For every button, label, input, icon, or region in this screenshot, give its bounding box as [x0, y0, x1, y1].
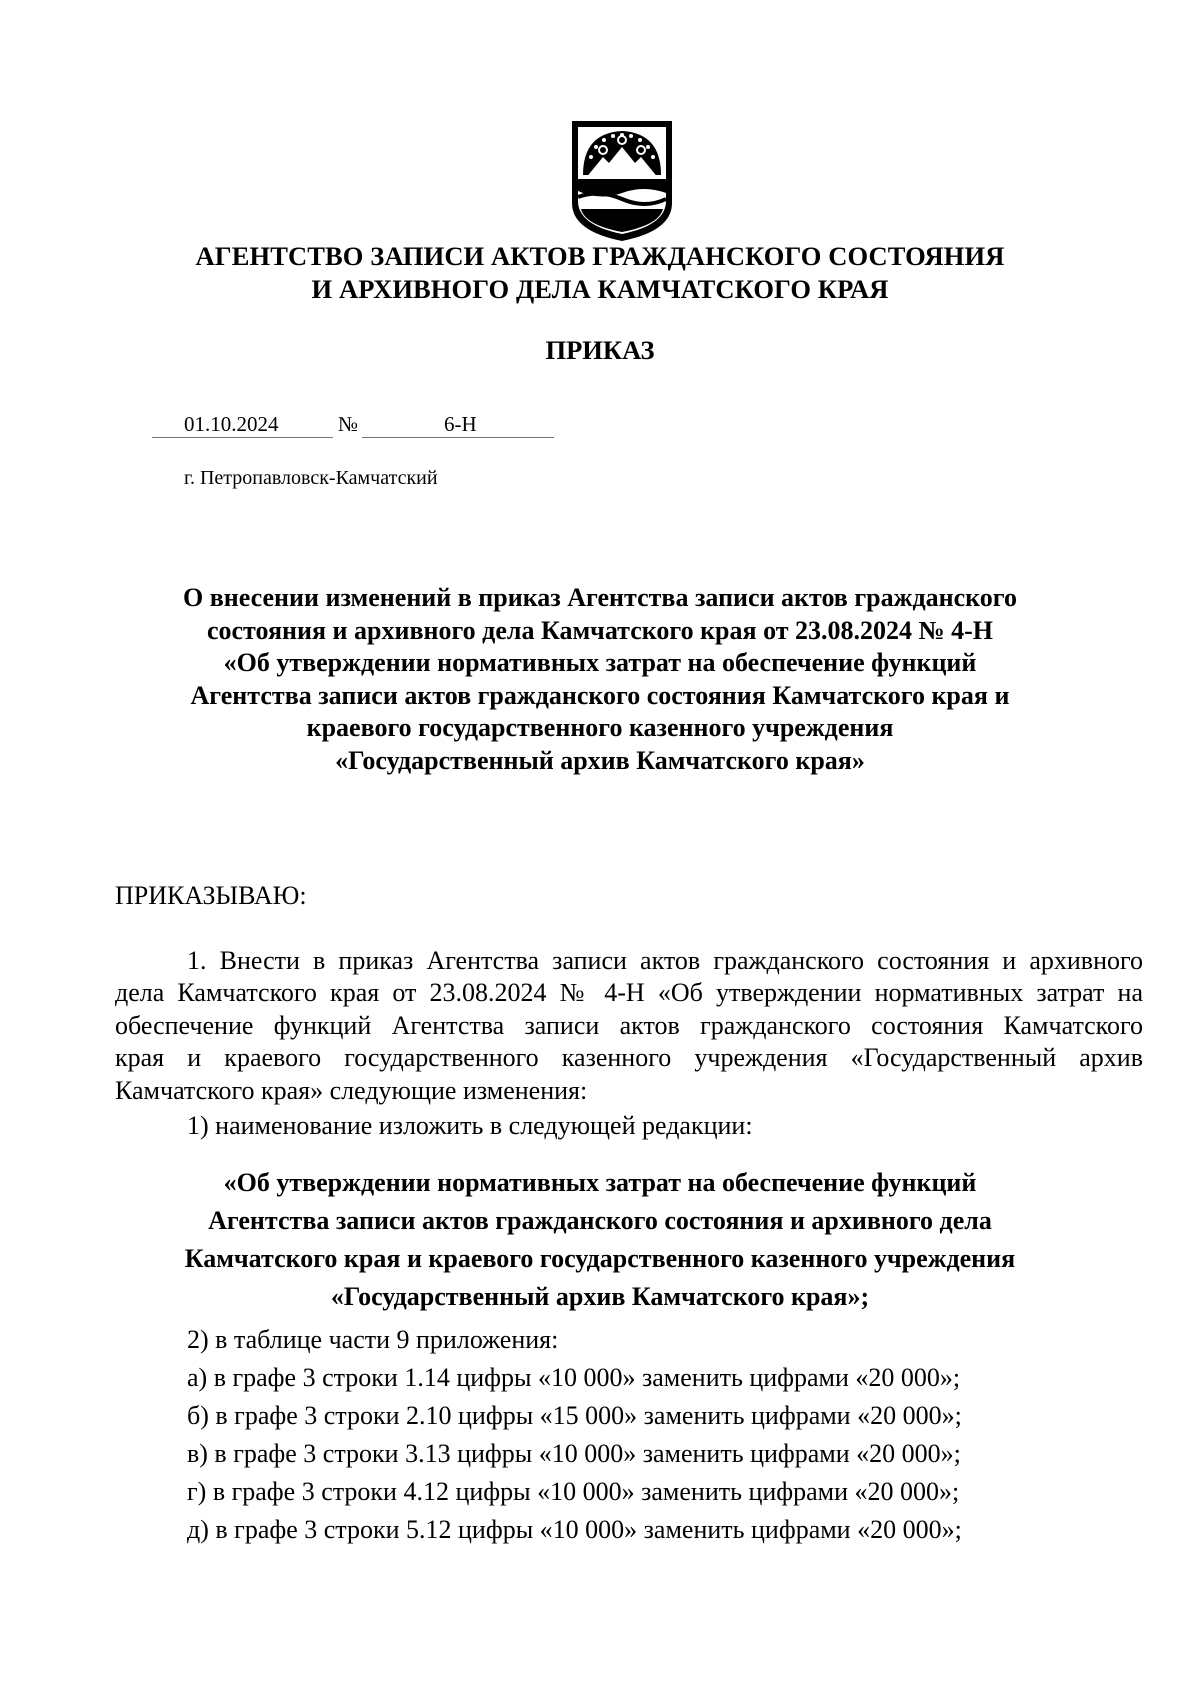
- order-word: ПРИКАЗЫВАЮ:: [115, 881, 307, 910]
- new-title-line: Агентства записи актов гражданского состояния и архивного дела: [208, 1206, 992, 1235]
- sub-item-b: б) в графе 3 строки 2.10 цифры «15 000» заменить цифрами «20 000»;: [187, 1401, 962, 1430]
- sub-item-v: в) в графе 3 строки 3.13 цифры «10 000» заменить цифрами «20 000»;: [187, 1439, 961, 1468]
- subject-line: состояния и архивного дела Камчатского края от 23.08.2024 № 4-Н: [206, 615, 994, 645]
- order-date: 01.10.2024: [184, 412, 279, 436]
- agency-name-line-2: И АРХИВНОГО ДЕЛА КАМЧАТСКОГО КРАЯ: [311, 274, 889, 304]
- sub-item-g: г) в графе 3 строки 4.12 цифры «10 000» заменить цифрами «20 000»;: [187, 1477, 960, 1506]
- new-title-line: Камчатского края и краевого государственного казенного учреждения: [184, 1244, 1016, 1273]
- document-type: ПРИКАЗ: [545, 335, 655, 365]
- city-name: г. Петропавловск-Камчатский: [184, 467, 438, 489]
- sub-item-a: а) в графе 3 строки 1.14 цифры «10 000» заменить цифрами «20 000»;: [187, 1363, 961, 1392]
- subject-line: краевого государственного казенного учреждения: [306, 713, 894, 742]
- paragraph-1: [115, 945, 1143, 1107]
- paragraph-1-line: края и краевого государственного казенного учреждения «Государственный архив: [115, 1043, 1143, 1073]
- paragraph-1-line: дела Камчатского края от 23.08.2024 № 4-Н «Об утверждении нормативных затрат на: [115, 978, 1143, 1008]
- paragraph-1-line: обеспечение функций Агентства записи актов гражданского состояния Камчатского: [115, 1010, 1143, 1040]
- sub-item-d: д) в графе 3 строки 5.12 цифры «10 000» заменить цифрами «20 000»;: [187, 1515, 962, 1544]
- date-underline: [152, 437, 333, 438]
- order-number: 6-Н: [444, 412, 477, 436]
- number-sign: №: [338, 412, 359, 436]
- new-title: [0, 1164, 1200, 1316]
- agency-name-line-1: АГЕНТСТВО ЗАПИСИ АКТОВ ГРАЖДАНСКОГО СОСТОЯНИЯ: [195, 241, 1005, 271]
- agency-name: [0, 240, 1200, 306]
- subject-line: Агентства записи актов гражданского состояния Камчатского края и: [190, 680, 1010, 710]
- subject-line: «Государственный архив Камчатского края»: [335, 745, 865, 775]
- paragraph-1-line: 1. Внести в приказ Агентства записи актов гражданского состояния и архивного: [187, 946, 1143, 975]
- subject-line: О внесении изменений в приказ Агентства записи актов гражданского: [183, 583, 1017, 612]
- new-title-line: «Государственный архив Камчатского края»;: [330, 1282, 870, 1311]
- subject-line: «Об утверждении нормативных затрат на обеспечение функций: [223, 648, 977, 677]
- number-underline: [362, 437, 554, 438]
- kamchatka-coat-of-arms-icon: [569, 113, 675, 243]
- new-title-line: «Об утверждении нормативных затрат на обеспечение функций: [223, 1168, 977, 1197]
- item-2: 2) в таблице части 9 приложения:: [187, 1325, 559, 1354]
- paragraph-1-line: Камчатского края» следующие изменения:: [115, 1075, 588, 1105]
- order-subject: [0, 582, 1200, 777]
- item-1: 1) наименование изложить в следующей редакции:: [187, 1111, 753, 1140]
